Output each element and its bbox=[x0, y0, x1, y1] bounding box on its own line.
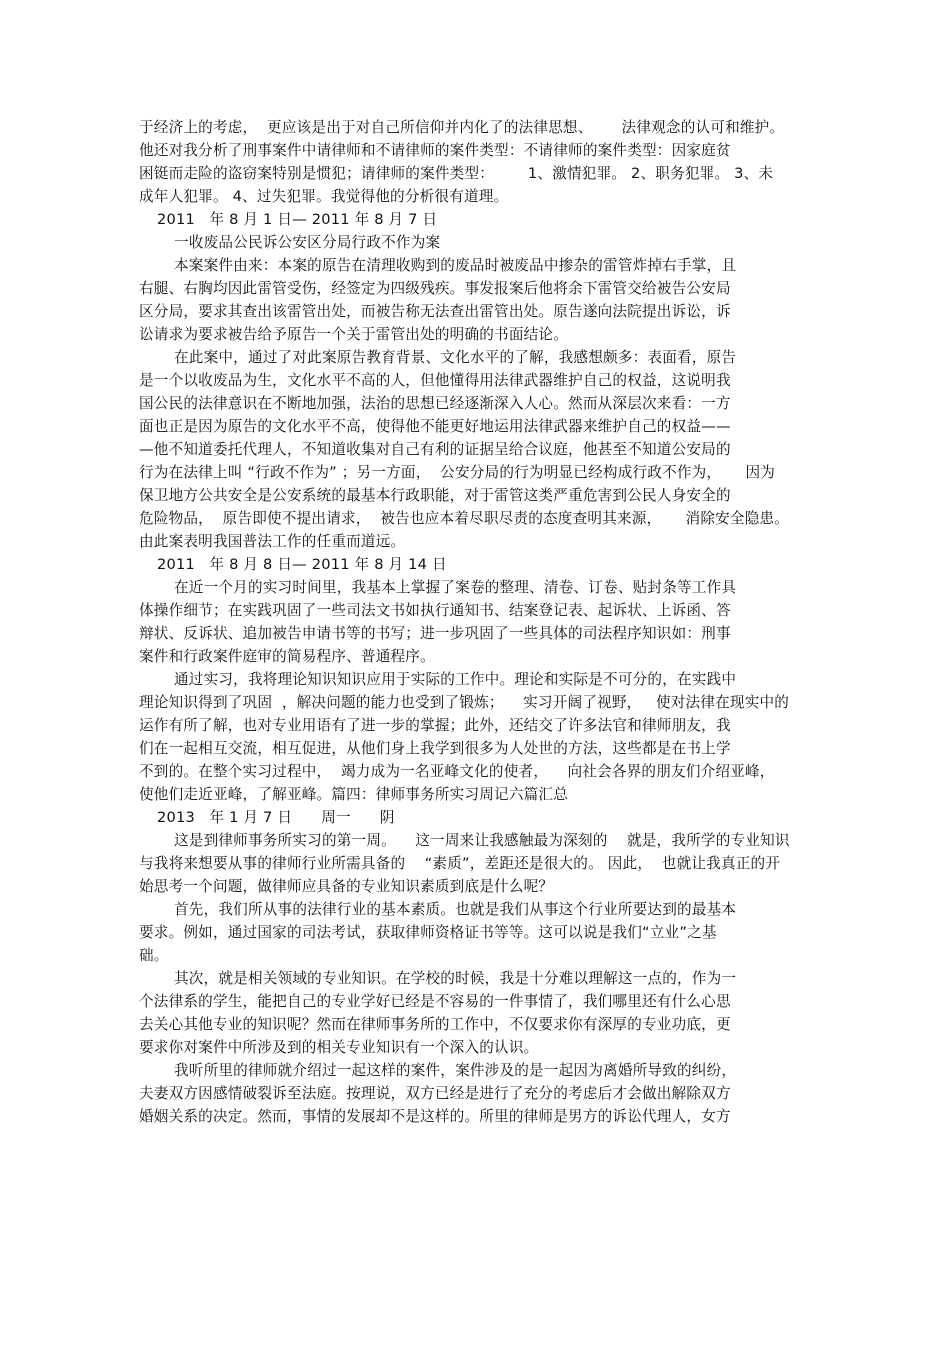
text-line: 行为在法律上叫 “行政不作为” ；另一方面， 公安分局的行为明显已经构成行政不作为， 因为 bbox=[139, 464, 776, 481]
text-line: 要求。例如，通过国家的司法考试，获取律师资格证书等等。这可以说是我们“立业”之基 bbox=[139, 924, 717, 941]
text-line: 是一个以收废品为生，文化水平不高的人，但他懂得用法律武器维护自己的权益，这说明我 bbox=[139, 372, 731, 389]
text-line: 保卫地方公共安全是公安系统的最基本行政职能，对于雷管这类严重危害到公民人身安全的 bbox=[139, 487, 731, 504]
text-line: 右腿、右胸均因此雷管受伤，经签定为四级残疾。事发报案后他将余下雷管交给被告公安局 bbox=[139, 280, 731, 297]
text-line: 于经济上的考虑， 更应该是出于对自己所信仰并内化了的法律思想、 法律观念的认可和维护。 bbox=[139, 119, 785, 136]
text-line: 与我将来想要从事的律师行业所需具备的 “素质”，差距还是很大的。 因此， 也就让我真正的开 bbox=[139, 855, 781, 872]
text-line: 区分局，要求其查出该雷管出处，而被告称无法查出雷管出处。原告遂向法院提出诉讼，诉 bbox=[139, 303, 731, 320]
text-line: 础。 bbox=[139, 947, 169, 964]
text-line: 成年人犯罪。 4、过失犯罪。我觉得他的分析很有道理。 bbox=[139, 188, 509, 205]
text-line: 由此案表明我国普法工作的任重而道远。 bbox=[139, 533, 406, 550]
text-line: 体操作细节；在实践巩固了一些司法文书如执行通知书、结案登记表、起诉状、上诉函、答 bbox=[139, 602, 731, 619]
text-line: 婚姻关系的决定。然而，事情的发展却不是这样的。所里的律师是男方的诉讼代理人，女方 bbox=[139, 1108, 731, 1125]
text-line: 们在一起相互交流，相互促进，从他们身上我学到很多为人处世的方法，这些都是在书上学 bbox=[139, 740, 731, 757]
text-line: 我听所里的律师就介绍过一起这样的案件，案件涉及的是一起因为离婚所导致的纠纷， bbox=[174, 1062, 737, 1079]
text-line: 困铤而走险的盗窃案特别是惯犯；请律师的案件类型： 1、激情犯罪。 2、职务犯罪。 3、未 bbox=[139, 165, 774, 182]
text-line: 通过实习，我将理论知识知识应用于实际的工作中。理论和实际是不可分的，在实践中 bbox=[174, 671, 737, 688]
text-line: 这是到律师事务所实习的第一周。 这一周来让我感触最为深刻的 就是，我所学的专业知识 bbox=[174, 832, 790, 849]
text-line: 面也正是因为原告的文化水平不高，使得他不能更好地运用法律武器来维护自己的权益—— bbox=[139, 418, 731, 435]
text-line: 理论知识得到了巩固 ，解决问题的能力也受到了锻炼； 实习开阔了视野， 使对法律在现实中的 bbox=[139, 694, 790, 711]
date-heading: 2011 年 8 月 8 日— 2011 年 8 月 14 日 bbox=[157, 556, 447, 573]
date-heading: 2011 年 8 月 1 日— 2011 年 8 月 7 日 bbox=[157, 211, 438, 228]
text-line: 使他们走近亚峰，了解亚峰。篇四：律师事务所实习周记六篇汇总 bbox=[139, 786, 569, 803]
text-line: 他还对我分析了刑事案件中请律师和不请律师的案件类型：不请律师的案件类型：因家庭贫 bbox=[139, 142, 731, 159]
text-line: 危险物品， 原告即使不提出请求， 被告也应本着尽职尽责的态度查明其来源， 消除安全隐患。 bbox=[139, 510, 790, 527]
text-line: 在此案中，通过了对此案原告教育背景、文化水平的了解，我感想颇多：表面看，原告 bbox=[174, 349, 737, 366]
text-line: 要求你对案件中所涉及到的相关专业知识有一个深入的认识。 bbox=[139, 1039, 539, 1056]
text-line: 不到的。在整个实习过程中， 竭力成为一名亚峰文化的使者， 向社会各界的朋友们介绍亚峰， bbox=[139, 763, 775, 780]
text-line: 国公民的法律意识在不断地加强，法治的思想已经逐渐深入人心。然而从深层次来看：一方 bbox=[139, 395, 731, 412]
text-line: 其次，就是相关领域的专业知识。在学校的时候，我是十分难以理解这一点的，作为一 bbox=[174, 970, 737, 987]
text-line: 运作有所了解，也对专业用语有了进一步的掌握；此外，还结交了许多法官和律师朋友，我 bbox=[139, 717, 731, 734]
case-title: 一收废品公民诉公安区分局行政不作为案 bbox=[174, 234, 441, 251]
text-line: 本案案件由来：本案的原告在清理收购到的废品时被废品中掺杂的雷管炸掉右手掌，且 bbox=[174, 257, 737, 274]
text-line: 案件和行政案件庭审的简易程序、普通程序。 bbox=[139, 648, 435, 665]
text-line: 始思考一个问题，做律师应具备的专业知识素质到底是什么呢？ bbox=[139, 878, 554, 895]
text-line: 个法律系的学生，能把自己的专业学好已经是不容易的一件事情了，我们哪里还有什么心思 bbox=[139, 993, 731, 1010]
text-line: 去关心其他专业的知识呢？然而在律师事务所的工作中，不仅要求你有深厚的专业功底，更 bbox=[139, 1016, 731, 1033]
date-heading: 2013 年 1 月 7 日 周一 阴 bbox=[157, 809, 395, 826]
text-line: —他不知道委托代理人，不知道收集对自己有利的证据呈给合议庭，他甚至不知道公安局的 bbox=[139, 441, 731, 458]
text-line: 讼请求为要求被告给予原告一个关于雷管出处的明确的书面结论。 bbox=[139, 326, 569, 343]
text-line: 在近一个月的实习时间里，我基本上掌握了案卷的整理、清卷、订卷、贴封条等工作具 bbox=[174, 579, 737, 596]
text-line: 辩状、反诉状、追加被告申请书等的书写；进一步巩固了一些具体的司法程序知识如：刑事 bbox=[139, 625, 731, 642]
text-line: 首先，我们所从事的法律行业的基本素质。也就是我们从事这个行业所要达到的最基本 bbox=[174, 901, 737, 918]
text-line: 夫妻双方因感情破裂诉至法庭。按理说，双方已经是进行了充分的考虑后才会做出解除双方 bbox=[139, 1085, 731, 1102]
